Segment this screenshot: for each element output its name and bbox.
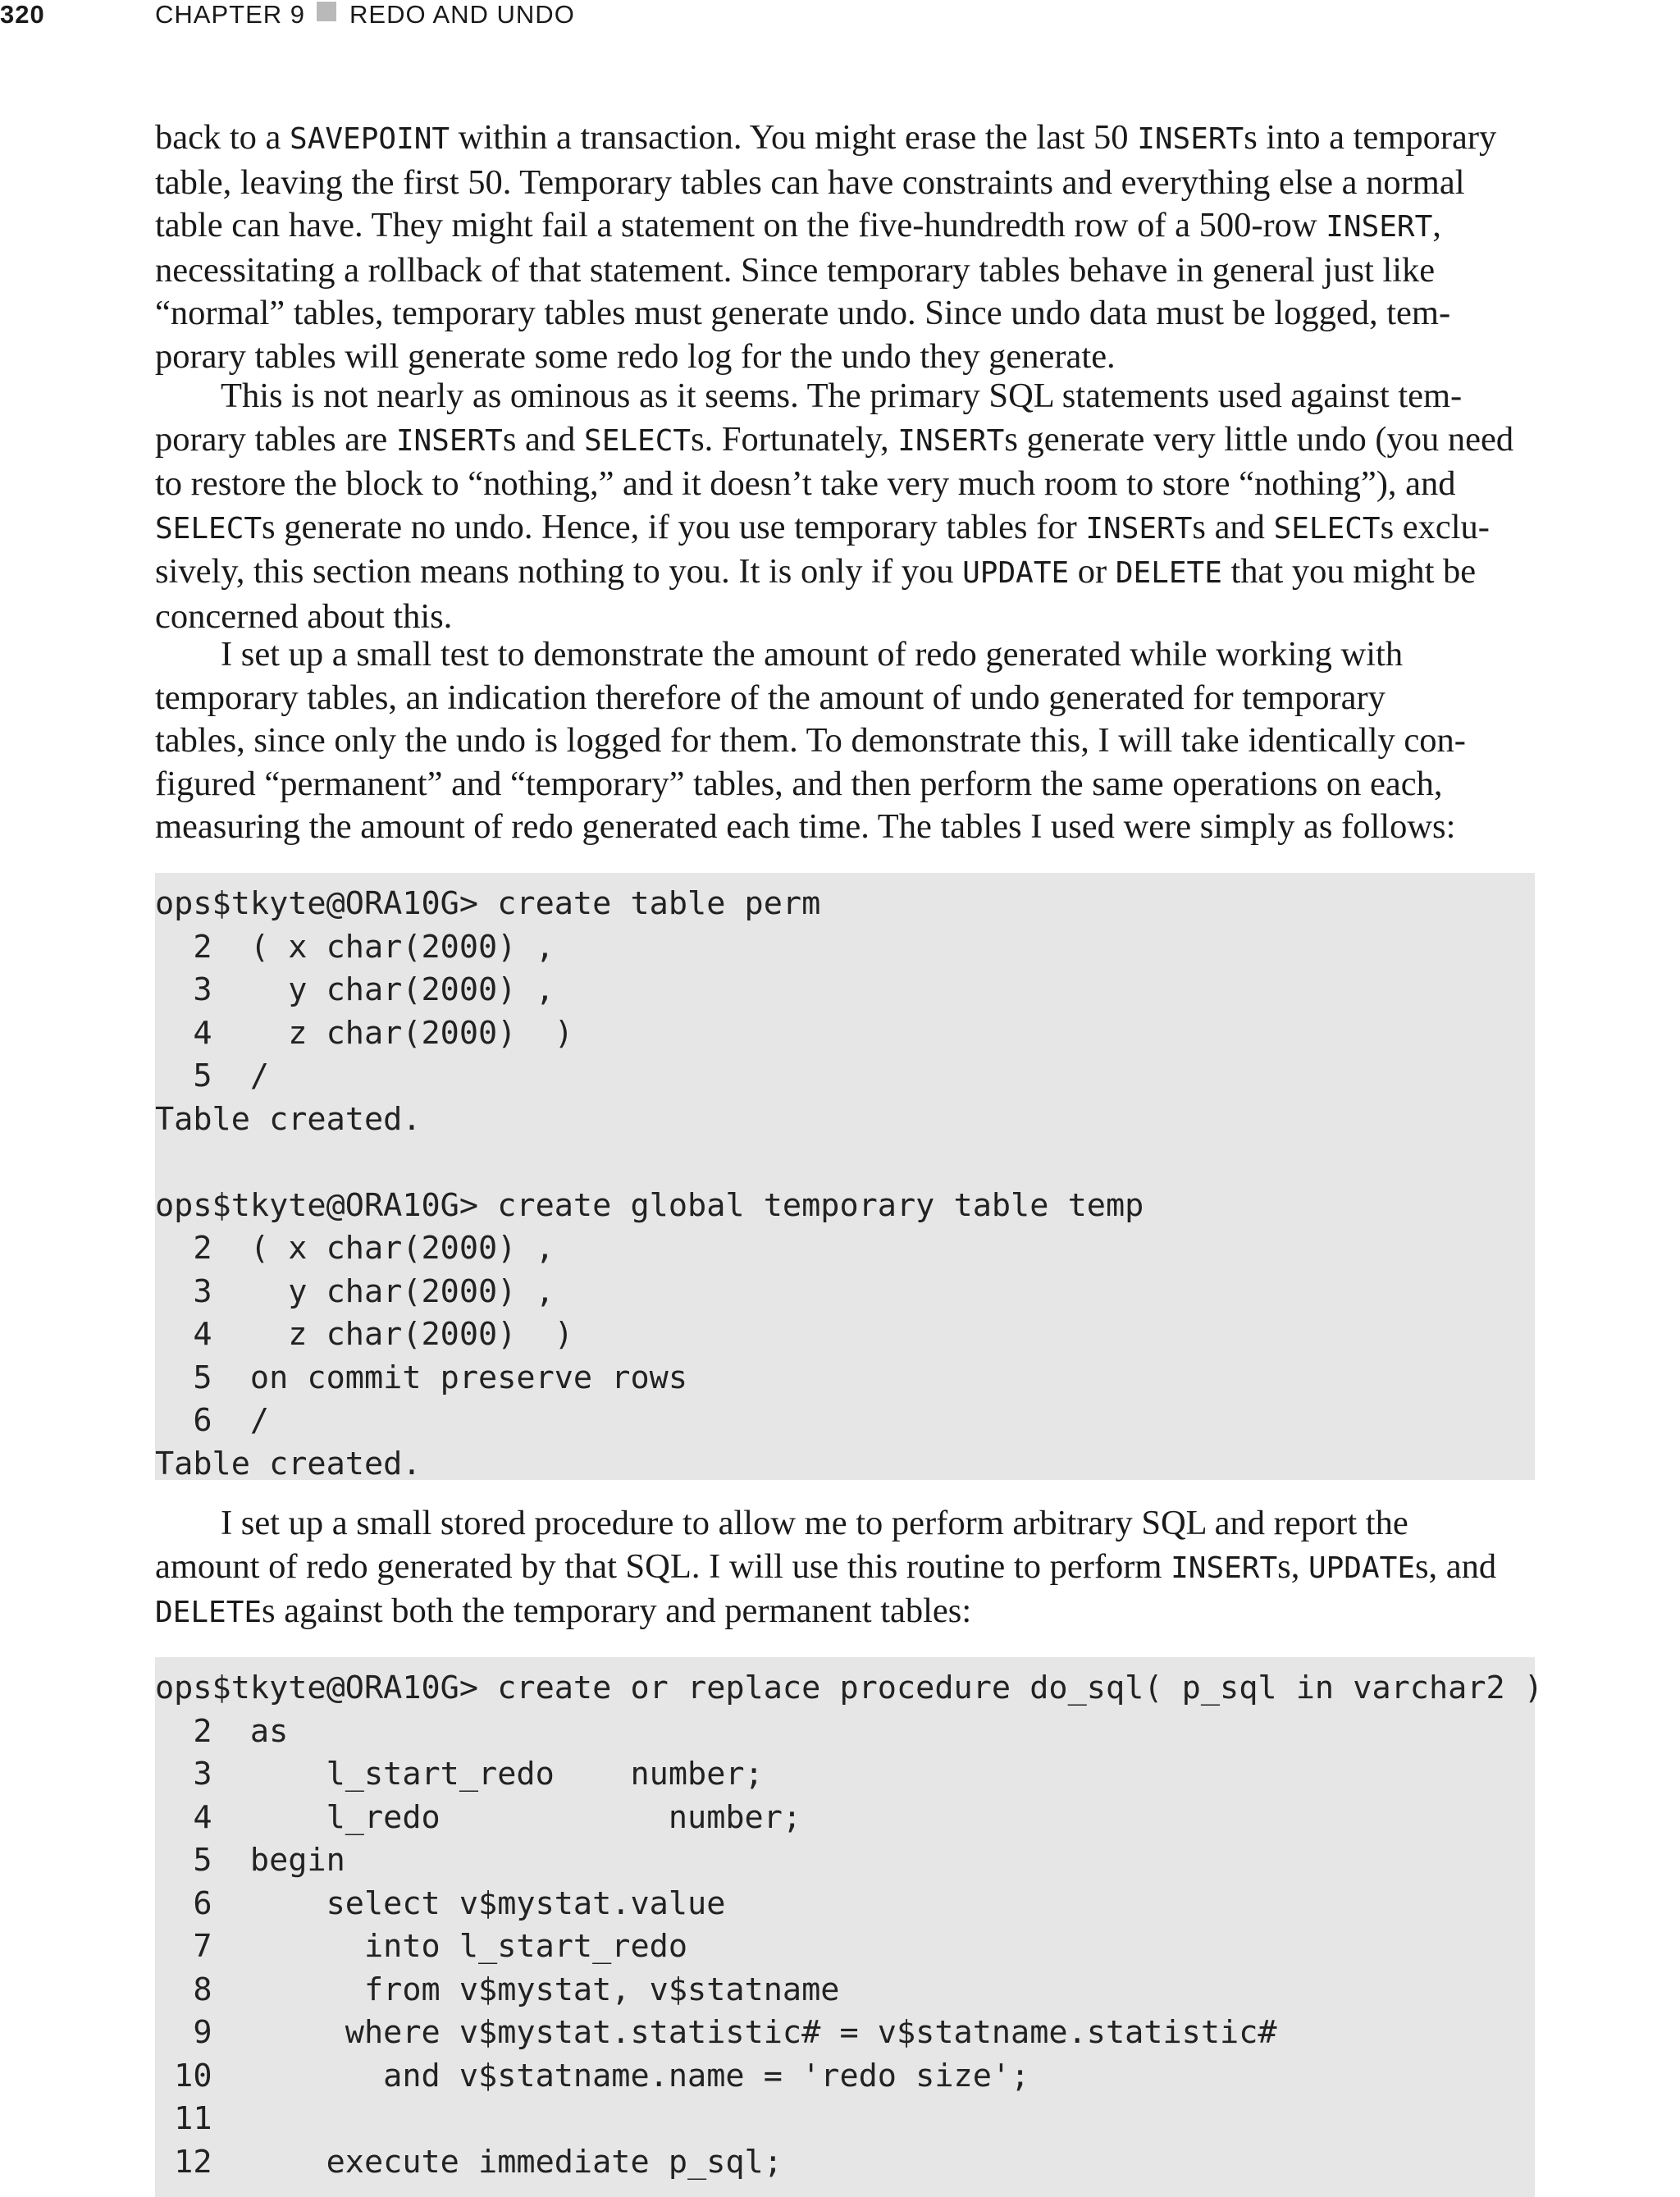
page-number: 320 — [0, 0, 45, 29]
text-run: that you might be — [1221, 552, 1477, 591]
inline-code: SELECT — [155, 511, 262, 546]
text-run: s exclu- — [1380, 507, 1490, 546]
code-line: 4 z char(2000) ) — [155, 1316, 573, 1353]
text-run: within a transaction. You might erase the last 50 — [450, 118, 1138, 157]
text-line — [155, 292, 1525, 336]
chapter-label: CHAPTER 9 — [155, 0, 305, 29]
text-line — [155, 1546, 1525, 1591]
inline-code: INSERT — [395, 423, 503, 458]
code-line: ops$tkyte@ORA10G> create or replace procedure do_sql( p_sql in varchar2 ) — [155, 1669, 1544, 1706]
text-line — [155, 418, 1525, 464]
body-paragraph-stored-procedure — [155, 1502, 1525, 1635]
code-line: 9 where v$mystat.statistic# = v$statname.statistic# — [155, 2014, 1277, 2051]
body-paragraph-test-setup — [155, 633, 1525, 849]
body-paragraph-ominous — [155, 375, 1525, 638]
code-line: 5 begin — [155, 1842, 345, 1879]
code-line: 12 execute immediate p_sql; — [155, 2143, 783, 2181]
text-run: tables, since only the undo is logged for them. To demonstrate this, I will take identically con- — [155, 721, 1466, 760]
text-run: or — [1069, 552, 1116, 591]
code-listing-create-tables — [155, 873, 1535, 1480]
code-line: Table created. — [155, 1445, 422, 1482]
chapter-title: REDO AND UNDO — [349, 0, 575, 29]
text-run: “normal” tables, temporary tables must generate undo. Since undo data must be logged, tem- — [155, 294, 1451, 332]
body-paragraph-savepoint — [155, 116, 1525, 378]
text-run: back to a — [155, 118, 290, 157]
inline-code: SELECT — [584, 423, 692, 458]
text-run: s and — [502, 419, 585, 459]
text-line — [155, 719, 1525, 763]
code-line: 3 l_start_redo number; — [155, 1756, 764, 1793]
text-run: I set up a small test to demonstrate the amount of redo generated while working with — [221, 635, 1404, 674]
text-run: temporary tables, an indication therefore of the amount of undo generated for temporary — [155, 678, 1386, 717]
text-run: porary tables are — [155, 419, 396, 459]
running-header — [0, 0, 1680, 33]
text-run: table, leaving the first 50. Temporary tables can have constraints and everything else a normal — [155, 162, 1465, 202]
code-line: 3 y char(2000) , — [155, 971, 555, 1008]
inline-code: INSERT — [1326, 210, 1433, 244]
inline-code: INSERT — [1137, 122, 1244, 156]
text-run: table can have. They might fail a statement on the five-hundredth row of a 500-row — [155, 206, 1326, 244]
text-run: s, — [1277, 1546, 1308, 1586]
text-line — [155, 336, 1525, 379]
code-line: 10 and v$statname.name = 'redo size'; — [155, 2057, 1030, 2094]
text-run: I set up a small stored procedure to allow me to perform arbitrary SQL and report the — [221, 1504, 1408, 1542]
text-line — [155, 375, 1525, 418]
inline-code: DELETE — [1115, 556, 1222, 590]
code-line: 8 from v$mystat, v$statname — [155, 1971, 840, 2008]
inline-code: SAVEPOINT — [290, 122, 450, 156]
code-line: ops$tkyte@ORA10G> create table perm — [155, 885, 821, 922]
inline-code: INSERT — [897, 423, 1005, 458]
text-run: s generate very little undo (you need — [1004, 419, 1514, 459]
code-line: 6 / — [155, 1402, 270, 1439]
code-line — [155, 1141, 1535, 1185]
code-line: Table created. — [155, 1100, 422, 1138]
inline-code: SELECT — [1273, 511, 1381, 546]
code-line: 7 into l_start_redo — [155, 1928, 688, 1965]
text-run: , — [1432, 206, 1441, 244]
code-line: 2 as — [155, 1712, 289, 1750]
inline-code: DELETE — [155, 1596, 262, 1629]
text-line — [155, 116, 1525, 162]
inline-code: UPDATE — [1308, 1551, 1415, 1585]
text-line — [155, 249, 1525, 293]
code-line: 4 z char(2000) ) — [155, 1014, 573, 1052]
inline-code: INSERT — [1171, 1551, 1278, 1585]
text-line — [155, 463, 1525, 506]
text-run: sively, this section means nothing to you. It is only if you — [155, 552, 963, 591]
text-line — [155, 806, 1525, 849]
text-run: necessitating a rollback of that statement. Since temporary tables behave in general just like — [155, 250, 1436, 290]
text-run: porary tables will generate some redo log for the undo they generate. — [155, 336, 1116, 376]
text-line — [155, 550, 1525, 596]
text-run: s. Fortunately, — [691, 419, 898, 459]
code-line: 6 select v$mystat.value — [155, 1884, 726, 1922]
inline-code: UPDATE — [962, 556, 1070, 590]
text-run: to restore the block to “nothing,” and it doesn’t take very much room to store “nothing”), and — [155, 464, 1456, 503]
code-line: 4 l_redo number; — [155, 1798, 802, 1836]
code-line: 2 ( x char(2000) , — [155, 928, 555, 966]
text-line — [155, 506, 1525, 551]
text-run: measuring the amount of redo generated each time. The tables I used were simply as follows: — [155, 807, 1456, 846]
text-line — [155, 162, 1525, 205]
text-run: This is not nearly as ominous as it seems. The primary SQL statements used against tem- — [221, 377, 1463, 415]
text-run: figured “permanent” and “temporary” tables, and then perform the same operations on each, — [155, 764, 1443, 803]
chapter-separator-square — [317, 2, 336, 21]
code-line: 11 — [155, 2100, 212, 2137]
code-line: ops$tkyte@ORA10G> create global temporary table temp — [155, 1186, 1144, 1224]
text-run: s against both the temporary and permanent tables: — [262, 1592, 972, 1630]
text-line — [155, 677, 1525, 720]
text-line — [155, 1502, 1525, 1546]
text-line — [155, 763, 1525, 806]
inline-code: INSERT — [1085, 511, 1193, 546]
text-line — [155, 596, 1525, 639]
text-run: amount of redo generated by that SQL. I will use this routine to perform — [155, 1546, 1171, 1586]
text-run: concerned about this. — [155, 596, 453, 636]
text-line — [155, 633, 1525, 677]
text-run: s, and — [1415, 1546, 1497, 1586]
text-line — [155, 1590, 1525, 1635]
text-run: s generate no undo. Hence, if you use temporary tables for — [262, 507, 1086, 546]
text-run: s into a temporary — [1244, 118, 1497, 157]
code-line: 3 y char(2000) , — [155, 1272, 555, 1310]
code-line: 2 ( x char(2000) , — [155, 1230, 555, 1267]
code-line: 5 / — [155, 1057, 270, 1094]
code-listing-do-sql-procedure — [155, 1657, 1544, 2197]
text-run: s and — [1192, 507, 1274, 546]
code-line: 5 on commit preserve rows — [155, 1359, 688, 1396]
text-line — [155, 204, 1525, 249]
